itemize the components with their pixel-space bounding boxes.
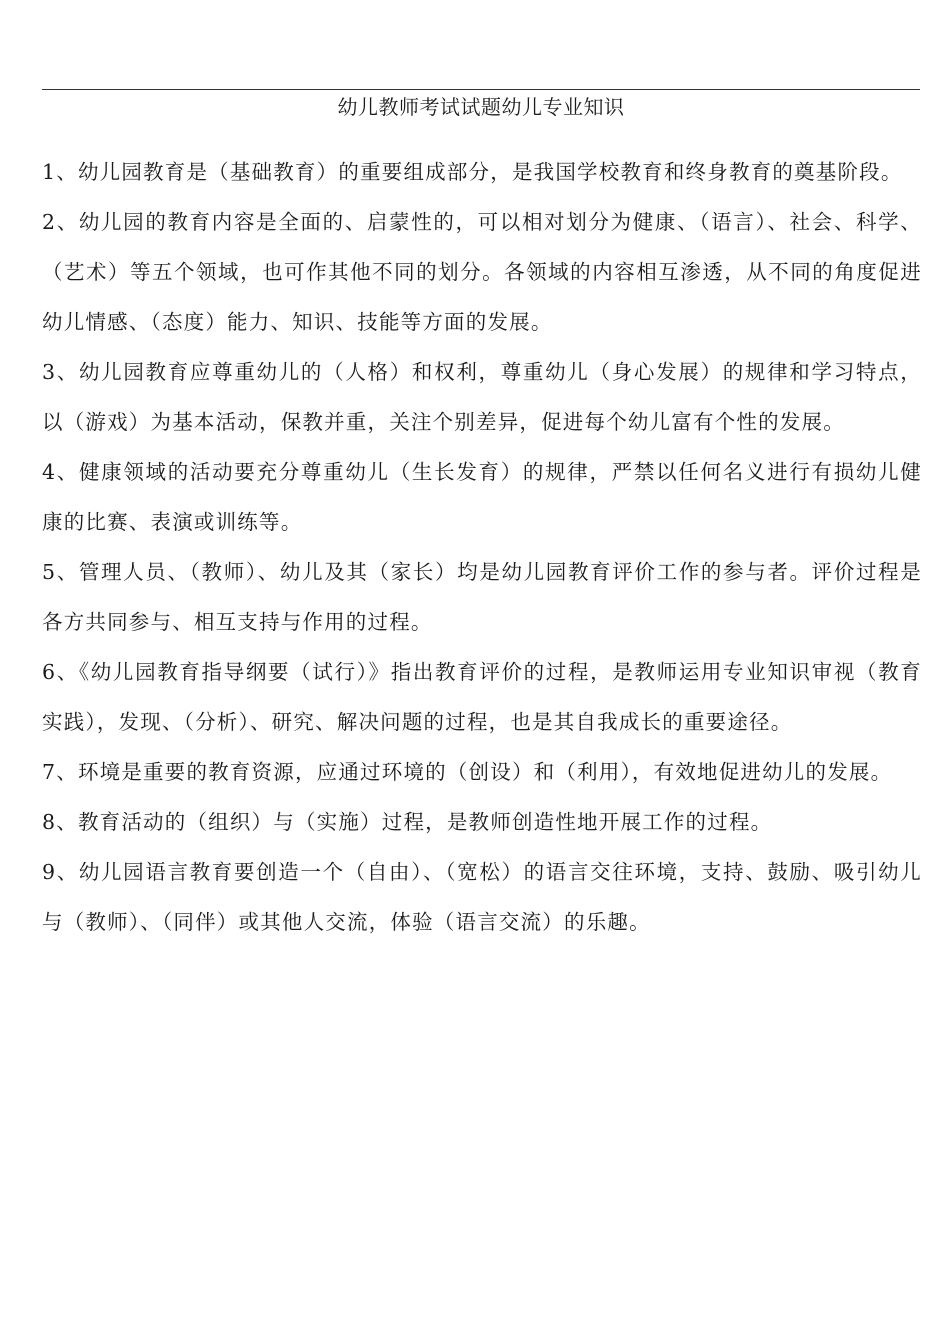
question-item-7: 7、环境是重要的教育资源，应通过环境的（创设）和（利用），有效地促进幼儿的发展。 <box>42 760 893 784</box>
question-item-6: 6、《幼儿园教育指导纲要（试行）》指出教育评价的过程，是教师运用专业知识审视（教育实践），发现、（分析）、研究、解决问题的过程，也是其自我成长的重要途径。 <box>42 660 922 734</box>
question-item-4: 4、健康领域的活动要充分尊重幼儿（生长发育）的规律，严禁以任何名义进行有损幼儿健康的比赛、表演或训练等。 <box>42 460 922 534</box>
question-item-8: 8、教育活动的（组织）与（实施）过程，是教师创造性地开展工作的过程。 <box>42 810 773 834</box>
question-item-3: 3、幼儿园教育应尊重幼儿的（人格）和权利，尊重幼儿（身心发展）的规律和学习特点，以（游戏）为基本活动，保教并重，关注个别差异，促进每个幼儿富有个性的发展。 <box>42 360 922 434</box>
question-list <box>42 147 922 947</box>
header-divider <box>42 89 920 90</box>
question-item-1: 1、幼儿园教育是（基础教育）的重要组成部分，是我国学校教育和终身教育的奠基阶段。 <box>42 160 903 184</box>
question-item-9: 9、幼儿园语言教育要创造一个（自由）、（宽松）的语言交往环境，支持、鼓励、吸引幼儿与（教师）、（同伴）或其他人交流，体验（语言交流）的乐趣。 <box>42 860 922 934</box>
question-item-2: 2、幼儿园的教育内容是全面的、启蒙性的，可以相对划分为健康、（语言）、社会、科学、（艺术）等五个领域，也可作其他不同的划分。各领域的内容相互渗透，从不同的角度促进幼儿情感、（态度）能力、知识、技能等方面的发展。 <box>42 210 922 334</box>
document-title: 幼儿教师考试试题幼儿专业知识 <box>337 95 625 119</box>
question-item-5: 5、管理人员、（教师）、幼儿及其（家长）均是幼儿园教育评价工作的参与者。评价过程是各方共同参与、相互支持与作用的过程。 <box>42 560 922 634</box>
